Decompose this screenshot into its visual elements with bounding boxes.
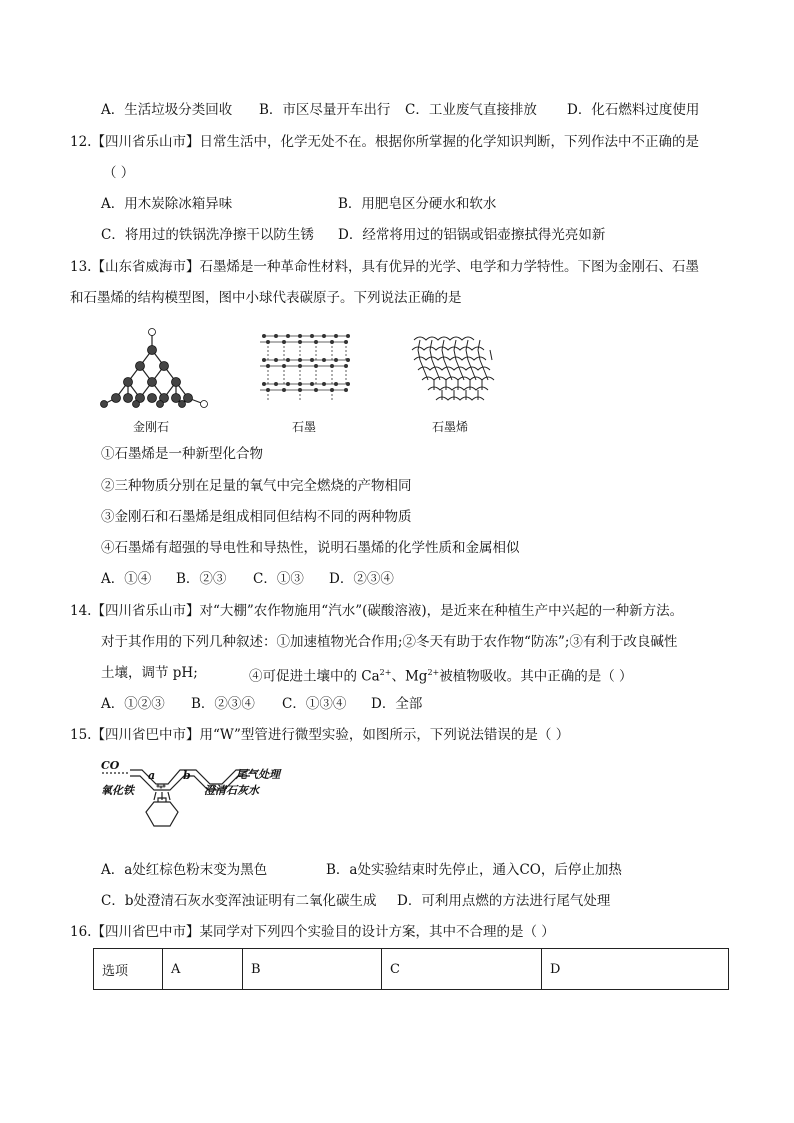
q16-number: 16. bbox=[70, 924, 92, 940]
q13-stem-line1 bbox=[70, 258, 699, 276]
q12-option-c: C．将用过的铁锅洗净擦干以防生锈 bbox=[101, 227, 314, 243]
q12-option-b: B．用肥皂区分硬水和软水 bbox=[338, 196, 497, 212]
tail-gas-label: 尾气处理 bbox=[236, 768, 280, 781]
q13-option-c: C．①③ bbox=[253, 571, 304, 587]
table-header-a: A bbox=[163, 949, 243, 990]
table-header-b: B bbox=[243, 949, 382, 990]
q14-stem-line2: 对于其作用的下列几种叙述：①加速植物光合作用;②冬天有助于农作物“防冻”;③有利于改良碱性 bbox=[101, 634, 678, 650]
q14-stem-line3b bbox=[249, 664, 633, 686]
q14-option-a: A．①②③ bbox=[101, 696, 165, 712]
q13-text-1: 石墨烯是一种革命性材料，具有优异的光学、电学和力学特性。下图为金刚石、石墨 bbox=[199, 259, 699, 275]
q14-mg-charge: 2+ bbox=[427, 668, 440, 677]
q13-option-b: B．②③ bbox=[176, 571, 227, 587]
q15-option-a: A．a处红棕色粉末变为黑色 bbox=[101, 862, 268, 878]
q15-option-b: B．a处实验结束时先停止，通入CO，后停止加热 bbox=[326, 862, 622, 878]
q12-option-d: D．经常将用过的铝锅或铝壶擦拭得光亮如新 bbox=[338, 227, 606, 243]
q16-stem bbox=[70, 923, 555, 941]
q11-option-a: A．生活垃圾分类回收 bbox=[101, 102, 233, 118]
graphene-label: 石墨烯 bbox=[432, 420, 469, 434]
q14-text-end: 被植物吸收。其中正确的是（ ） bbox=[439, 668, 633, 685]
table-row bbox=[94, 949, 729, 990]
q16-source: 【四川省巴中市】 bbox=[91, 924, 200, 940]
limewater-label: 澄清石灰水 bbox=[204, 784, 259, 797]
q15-text: 用“W”型管进行微型实验，如图所示，下列说法错误的是（ ） bbox=[199, 727, 570, 743]
q13-statement-4: ④石墨烯有超强的导电性和导热性，说明石墨烯的化学性质和金属相似 bbox=[101, 540, 520, 556]
q16-options-table bbox=[93, 948, 729, 990]
q12-source: 【四川省乐山市】 bbox=[91, 134, 200, 150]
q13-number: 13. bbox=[70, 259, 92, 275]
graphite-structure-figure bbox=[258, 330, 354, 408]
point-a-label: a bbox=[148, 769, 156, 782]
q11-option-d: D．化石燃料过度使用 bbox=[567, 102, 700, 118]
point-b-label: b bbox=[183, 769, 191, 782]
q13-source: 【山东省威海市】 bbox=[91, 259, 200, 275]
graphite-label: 石墨 bbox=[292, 420, 317, 434]
q13-stem-line2: 和石墨烯的结构模型图，图中小球代表碳原子。下列说法正确的是 bbox=[70, 290, 462, 306]
q14-mg-text: 、Mg bbox=[391, 668, 428, 685]
table-header-d: D bbox=[542, 949, 729, 990]
q13-statement-3: ③金刚石和石墨烯是组成相同但结构不同的两种物质 bbox=[101, 509, 412, 525]
q15-option-d: D．可利用点燃的方法进行尾气处理 bbox=[397, 893, 611, 909]
q14-option-c: C．①③④ bbox=[282, 696, 347, 712]
q14-option-d: D．全部 bbox=[371, 696, 423, 712]
q15-source: 【四川省巴中市】 bbox=[91, 727, 200, 743]
q13-option-d: D．②③④ bbox=[329, 571, 394, 587]
q13-statement-1: ①石墨烯是一种新型化合物 bbox=[101, 446, 263, 462]
q14-source: 【四川省乐山市】 bbox=[91, 603, 200, 619]
graphene-structure-figure bbox=[404, 330, 500, 412]
q14-stem-line3a: 土壤，调节 pH; bbox=[101, 665, 198, 681]
q12-number: 12. bbox=[70, 134, 92, 150]
co-label: CO bbox=[101, 759, 120, 772]
q15-number: 15. bbox=[70, 727, 92, 743]
table-header-option: 选项 bbox=[94, 949, 163, 990]
iron-oxide-label: 氧化铁 bbox=[101, 784, 134, 797]
q11-option-c: C．工业废气直接排放 bbox=[405, 102, 537, 118]
q12-option-a: A．用木炭除冰箱异味 bbox=[101, 196, 233, 212]
q15-option-c: C．b处澄清石灰水变浑浊证明有二氧化碳生成 bbox=[101, 893, 377, 909]
q16-text: 某同学对下列四个实验目的设计方案，其中不合理的是（ ） bbox=[199, 924, 555, 940]
table-header-c: C bbox=[382, 949, 542, 990]
q12-stem bbox=[70, 133, 699, 151]
q11-option-b: B．市区尽量开车出行 bbox=[259, 102, 391, 118]
q13-option-a: A．①④ bbox=[101, 571, 152, 587]
diamond-label: 金刚石 bbox=[133, 420, 170, 434]
q12-answer-bracket: （ ） bbox=[103, 165, 135, 181]
q14-stem-line1 bbox=[70, 602, 683, 620]
q14-number: 14. bbox=[70, 603, 92, 619]
q13-statement-2: ②三种物质分别在足量的氧气中完全燃烧的产物相同 bbox=[101, 478, 412, 494]
q14-ca-charge: 2+ bbox=[379, 668, 392, 677]
q14-option-b: B．②③④ bbox=[191, 696, 255, 712]
q14-ca-text: ④可促进土壤中的 Ca bbox=[249, 668, 380, 685]
diamond-structure-figure bbox=[100, 326, 208, 412]
q12-text: 日常生活中，化学无处不在。根据你所掌握的化学知识判断，下列作法中不正确的是 bbox=[199, 134, 699, 150]
q15-stem bbox=[70, 726, 569, 744]
q14-text-1: 对“大棚”农作物施用“汽水”(碳酸溶液)，是近来在种植生产中兴起的一种新方法。 bbox=[199, 603, 684, 619]
